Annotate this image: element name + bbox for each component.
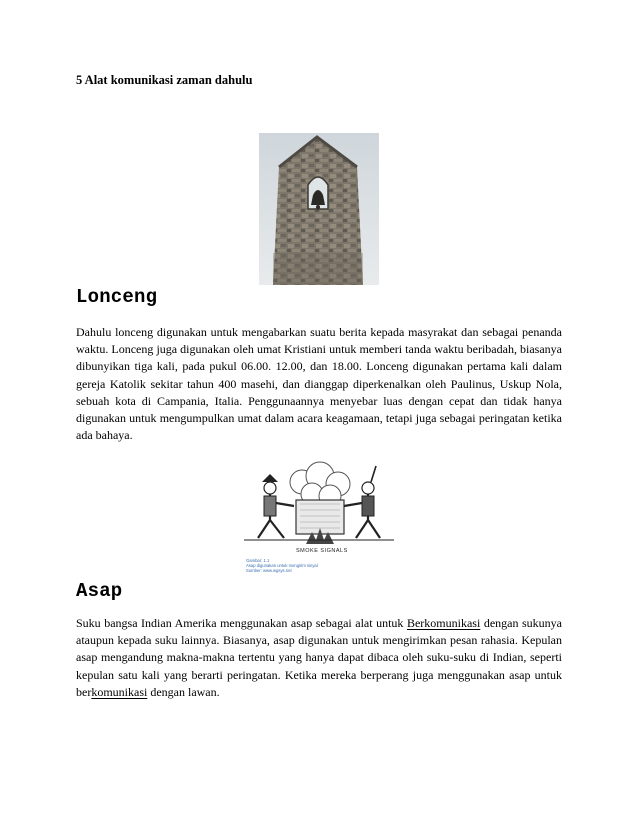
caption-fig-source: Sumber: www.wgsys.net — [246, 568, 292, 573]
document-title: 5 Alat komunikasi zaman dahulu — [76, 73, 253, 87]
bell-tower-illustration — [259, 133, 379, 285]
paragraph-asap — [76, 615, 562, 701]
caption-title: SMOKE SIGNALS — [296, 548, 348, 554]
paragraph-asap-text-1: Suku bangsa Indian Amerika menggunakan asap sebagai alat untuk — [76, 616, 407, 630]
caption-fig-label: Gambar: 1.1 — [246, 558, 270, 563]
hyperlink-komunikasi[interactable]: komunikasi — [91, 684, 148, 699]
section-heading-lonceng: Lonceng — [76, 286, 158, 308]
smoke-signals-image — [240, 458, 398, 580]
caption-fig-text: Asap digunakan untuk mengirim sinyal — [246, 563, 318, 568]
paragraph-asap-text-2: dengan sukunya ataupun kepada suku lainnya. Biasanya, asap digunakan untuk mengirimkan pesan rahasia. Kepulan asap mengandung makna-makna tertentu yang hanya dapat dibaca oleh suku-suku di Indian, seperti kepulan satu kali yang berarti peringatan. Ketika mereka berperang juga menggunakan asap untuk ber — [76, 616, 562, 699]
section-heading-asap: Asap — [76, 580, 123, 602]
smoke-signals-illustration — [240, 458, 398, 580]
paragraph-asap-text-3: dengan lawan. — [147, 684, 220, 699]
bell-tower-image — [259, 133, 379, 285]
hyperlink-berkomunikasi[interactable]: Berkomunikasi — [406, 616, 481, 630]
paragraph-lonceng: Dahulu lonceng digunakan untuk mengabarkan suatu berita kepada masyrakat dan sebagai penanda waktu. Lonceng juga digunakan oleh umat Kristiani untuk memberi tanda waktu beribadah, biasanya dibunyikan tiga kali, pada pukul 06.00. 12.00, dan 18.00. Lonceng digunakan pertama kali dalam gereja Katolik sekitar tahun 400 masehi, dan dianggap diperkenalkan oleh Paulinus, Uskup Nola, sebuah kota di Campania, Italia. Penggunaannya menyebar luas dengan cepat dan tidak hanya digunakan untuk mengumpulkan umat dalam acara keagamaan, tetapi juga sebagai peringatan ketika ada bahaya. — [76, 325, 562, 443]
